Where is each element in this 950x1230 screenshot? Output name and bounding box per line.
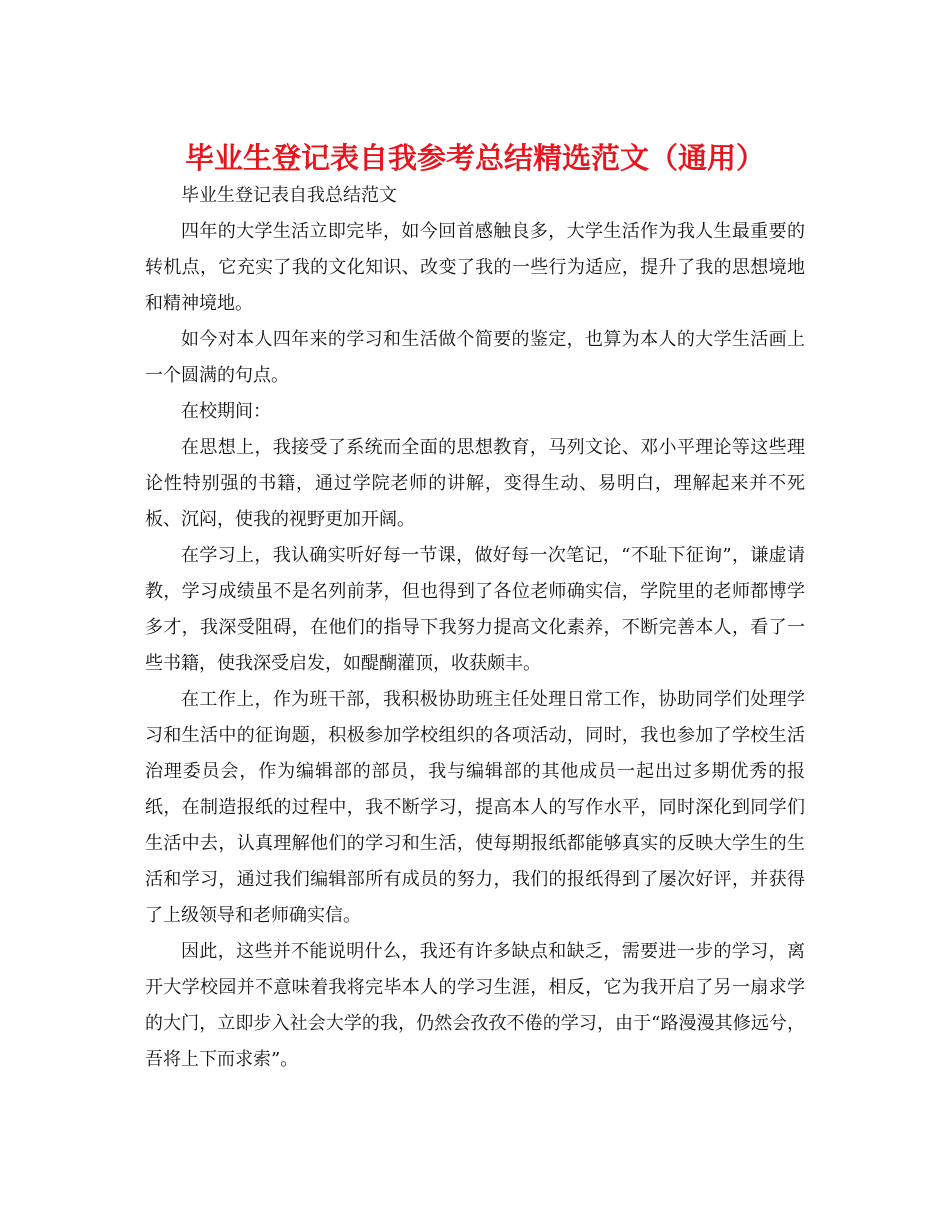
paragraph: 因此，这些并不能说明什么，我还有许多缺点和缺乏，需要进一步的学习，离开大学校园并不意味着我将完毕本人的学习生涯，相反，它为我开启了另一扇求学的大门，立即步入社会大学的我，仍然会孜孜不倦的学习，由于“路漫漫其修远兮，吾将上下而求索”。 (145, 941, 805, 1070)
paragraph: 如今对本人四年来的学习和生活做个简要的鉴定，也算为本人的大学生活画上一个圆满的句点。 (145, 329, 805, 386)
document-title: 毕业生登记表自我参考总结精选范文（通用） (184, 141, 765, 175)
paragraph: 在思想上，我接受了系统而全面的思想教育，马列文论、邓小平理论等这些理论性特别强的书籍，通过学院老师的讲解，变得生动、易明白，理解起来并不死板、沉闷，使我的视野更加开阔。 (145, 437, 805, 530)
paragraph: 在学习上，我认确实听好每一节课，做好每一次笔记，“不耻下征询”，谦虚请教，学习成绩虽不是名列前茅，但也得到了各位老师确实信，学院里的老师都博学多才，我深受阻碍，在他们的指导下我努力提高文化素养，不断完善本人，看了一些书籍，使我深受启发，如醍醐灌顶，收获颇丰。 (145, 545, 805, 674)
paragraph: 四年的大学生活立即完毕，如今回首感触良多，大学生活作为我人生最重要的转机点，它充实了我的文化知识、改变了我的一些行为适应，提升了我的思想境地和精神境地。 (145, 221, 805, 314)
paragraph: 在工作上，作为班干部，我积极协助班主任处理日常工作，协助同学们处理学习和生活中的征询题，积极参加学校组织的各项活动，同时，我也参加了学校生活治理委员会，作为编辑部的部员，我与编辑部的其他成员一起出过多期优秀的报纸，在制造报纸的过程中，我不断学习，提高本人的写作水平，同时深化到同学们生活中去，认真理解他们的学习和生活，使每期报纸都能够真实的反映大学生的生活和学习，通过我们编辑部所有成员的努力，我们的报纸得到了屡次好评，并获得了上级领导和老师确实信。 (145, 689, 805, 926)
paragraph: 在校期间： (181, 401, 271, 422)
document-subtitle: 毕业生登记表自我总结范文 (181, 185, 397, 206)
document-body (145, 178, 805, 1078)
